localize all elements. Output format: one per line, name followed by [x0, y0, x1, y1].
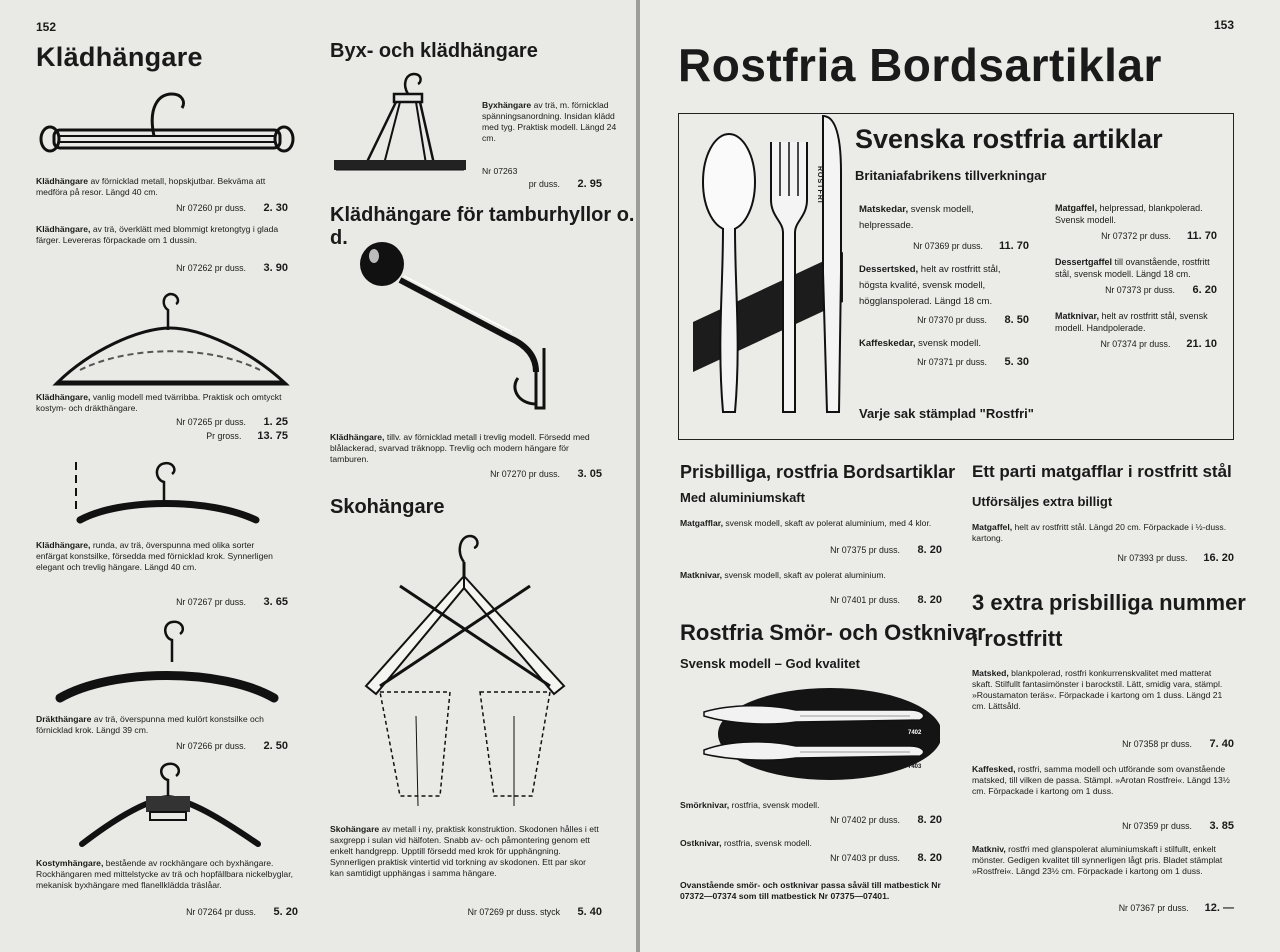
item-price: 6. 20: [1192, 284, 1217, 296]
item-description: av metall i ny, praktisk konstruktion. Skodonen hålles i ett saxgrepp i sulan vid hälfoten. Snabb av- och påmontering genom ett enkelt handgrepp. Upptill försedd med krok för upphängning. Synnerligen praktisk vintertid vid torkning av skodonen. Ett par skor kan samtidigt upphängas i samma hängare.: [330, 824, 599, 878]
figure-label: 7402: [908, 730, 922, 736]
item-price-line: pr duss. 2. 95: [528, 178, 602, 190]
item-price: 21. 10: [1186, 338, 1217, 350]
section-subtitle: Svensk modell – God kvalitet: [680, 656, 860, 671]
item-description: helpressad, blankpolerad. Svensk modell.: [1055, 203, 1203, 225]
item-description: helt av rostfritt stål. Längd 20 cm. Förpackade i ½-duss. kartong.: [972, 522, 1227, 543]
featured-box: [678, 113, 1234, 440]
item-name: Kaffeskedar,: [859, 338, 916, 349]
item-name: Smörknivar,: [680, 800, 730, 810]
item-price: 2. 30: [263, 202, 288, 214]
item-description: helt av rostfritt stål, högsta kvalité, svensk modell, högglanspolerad. Längd 18 cm.: [859, 264, 1001, 307]
section-title-line2: i rostfritt: [972, 626, 1063, 651]
round-hanger-illustration: [60, 452, 270, 532]
page-number: 153: [1214, 18, 1235, 32]
item-description: vanlig modell med tvärribba. Praktisk och omtyckt kostym- och dräkthängare.: [36, 392, 282, 413]
item-description: av förnicklad metall, hopskjutbar. Bekväma att medföra på resor. Längd 40 cm.: [36, 176, 266, 197]
item-description: svensk modell, skaft av polerat aluminium, med 4 klor.: [722, 518, 932, 528]
item-price: 5. 20: [273, 906, 298, 918]
item-name: Matknivar,: [1055, 311, 1100, 321]
item-description: av trä, m. förnicklad spänningsanordning. Insidan klädd med tyg. Praktisk modell. Längd 24 cm.: [482, 100, 617, 143]
box-heading: Svenska rostfria artiklar: [855, 124, 1163, 154]
item-description: svensk modell, helpressade.: [859, 204, 974, 231]
item-price: 11. 70: [999, 240, 1029, 252]
item-name: Klädhängare: [36, 176, 89, 186]
item-price-line: Nr 07374 pr duss. 21. 10: [1100, 338, 1217, 350]
item-name: Kostymhängare,: [36, 858, 104, 868]
item-price-line: Nr 07359 pr duss. 3. 85: [1122, 820, 1234, 832]
section-title: Skohängare: [330, 496, 445, 518]
item-name: Byxhängare: [482, 100, 532, 110]
item-name: Klädhängare,: [36, 392, 91, 402]
section-title: Ett parti matgafflar i rostfritt stål: [972, 462, 1232, 481]
item-price: 5. 30: [1004, 356, 1029, 368]
item-number: Nr 07263: [482, 166, 518, 176]
page-title: Rostfria Bordsartiklar: [678, 39, 1162, 91]
item-name: Klädhängare,: [36, 224, 91, 234]
item-name: Matgaffel,: [972, 522, 1013, 532]
item-price-line: Nr 07375 pr duss. 8. 20: [830, 544, 942, 556]
item-description: rostfria, svensk modell.: [729, 800, 820, 810]
item-price: 3. 85: [1209, 820, 1234, 832]
page-number: 152: [36, 20, 57, 34]
item-price-line: Nr 07267 pr duss. 3. 65: [176, 596, 288, 608]
item-price: 8. 20: [917, 814, 942, 826]
item-name: Ostknivar,: [680, 838, 722, 848]
item-name: Matsked,: [972, 668, 1009, 678]
section-title: Klädhängare: [36, 42, 203, 72]
item-price-line: Nr 07393 pr duss. 16. 20: [1117, 552, 1234, 564]
item-price-line: Nr 07358 pr duss. 7. 40: [1122, 738, 1234, 750]
section-title: 3 extra prisbilliga nummer: [972, 590, 1246, 615]
item-description: av trä, överklätt med blommigt kretongtyg i glada färger. Levereras förpackade om 1 dussin.: [36, 224, 279, 245]
item-description: till ovanstående, rostfritt stål, svensk modell. Längd 18 cm.: [1055, 257, 1210, 279]
item-description: helt av rostfritt stål, svensk modell. Handpolerade.: [1055, 311, 1208, 333]
dress-hanger-illustration: [52, 618, 282, 708]
item-price: 5. 40: [577, 906, 602, 918]
item-price: 11. 70: [1187, 230, 1217, 242]
item-price-line: Nr 07265 pr duss. 1. 25: [176, 416, 288, 428]
wall-hook-illustration: [360, 238, 560, 428]
item-price: 1. 25: [263, 416, 288, 428]
item-price-line: Nr 07269 pr duss. styck 5. 40: [467, 906, 602, 918]
cutlery-set-illustration: [693, 112, 843, 432]
item-price: 8. 20: [917, 852, 942, 864]
shoe-hanger-illustration: [360, 526, 570, 816]
item-price-line: Nr 07371 pr duss. 5. 30: [917, 356, 1029, 368]
item-price-line: Nr 07369 pr duss. 11. 70: [913, 240, 1029, 252]
knife-stamp-label: ROSTFRI: [816, 166, 823, 204]
item-description: blankpolerad, rostfri konkurrenskvalitet med matterat skaft. Stilfullt fantasimönster i barockstil. Lätt, smidig vara, stämpl. »Roustamaton teräs«. Förpackade i kartong om 1 duss. Längd 21 cm. Lättsåld.: [972, 668, 1223, 711]
item-price: 7. 40: [1209, 738, 1234, 750]
item-price-line: Nr 07401 pr duss. 8. 20: [830, 594, 942, 606]
item-description: rostfri, samma modell och utförande som ovanstående matsked, till vilken de passa. Stämpl. »Arotan Rostfrei«. Längd 13½ cm. Förpackade i kartong om 1 duss.: [972, 764, 1230, 796]
item-name: Klädhängare,: [36, 540, 91, 550]
item-name: Matgaffel,: [1055, 203, 1098, 213]
section-subtitle: Utförsäljes extra billigt: [972, 494, 1113, 509]
item-name: Klädhängare,: [330, 432, 385, 442]
item-price-line: Nr 07403 pr duss. 8. 20: [830, 852, 942, 864]
item-price: 16. 20: [1203, 552, 1234, 564]
item-price-line: Nr 07402 pr duss. 8. 20: [830, 814, 942, 826]
item-price-line: Nr 07266 pr duss. 2. 50: [176, 740, 288, 752]
section-title: Prisbilliga, rostfria Bordsartiklar: [680, 462, 956, 482]
box-right-column: [1055, 202, 1217, 350]
section-title: Rostfria Smör- och Ostknivar: [680, 620, 986, 645]
box-left-column: [859, 202, 1029, 368]
item-name: Matskedar,: [859, 204, 909, 215]
item-price: 8. 50: [1004, 314, 1029, 326]
left-page: [0, 0, 636, 952]
item-description: av trä, överspunna med kulört konstsilke och förnicklad krok. Längd 39 cm.: [36, 714, 264, 735]
section-title: Klädhängare för tamburhyllor o. d.: [330, 204, 635, 249]
item-price: 2. 50: [263, 740, 288, 752]
item-price: 3. 90: [263, 262, 288, 274]
item-price: 3. 65: [263, 596, 288, 608]
item-name: Dessertgaffel: [1055, 257, 1113, 267]
butter-cheese-knives-illustration: [700, 686, 940, 786]
item-description: bestående av rockhängare och byxhängare. Rockhängaren med mittelstycke av trä och hopfällbara nickelbyglar, mekanisk byxhängare med flanellklädda träslåar.: [36, 858, 293, 890]
item-price: 13. 75: [257, 430, 288, 442]
item-name: Dessertsked,: [859, 264, 919, 275]
item-price: 8. 20: [917, 544, 942, 556]
item-price: 12. —: [1204, 902, 1234, 914]
item-name: Matgafflar,: [680, 518, 723, 528]
travel-hanger-illustration: [36, 88, 298, 168]
item-name: Dräkthängare: [36, 714, 92, 724]
item-price-line: Nr 07370 pr duss. 8. 50: [917, 314, 1029, 326]
item-price: 8. 20: [917, 594, 942, 606]
item-description: svensk modell.: [915, 338, 981, 349]
item-description: tillv. av förnicklad metall i trevlig modell. Försedd med blålackerad, svarvad träknopp. Trevlig och modern hängare för tamburen.: [330, 432, 590, 464]
item-description: rostfria, svensk modell.: [721, 838, 812, 848]
item-description: runda, av trä, överspunna med olika sorter enfärgat konstsilke, försedda med förnicklad krok. Synnerligen elegant och trevlig hängare. Längd 40 cm.: [36, 540, 273, 572]
item-price-line: Pr gross. 13. 75: [206, 430, 288, 442]
footnote: Ovanstående smör- och ostknivar passa såväl till matbestick Nr 07372—07374 som till matbestick Nr 07375—07401.: [680, 880, 941, 901]
item-price: 3. 05: [577, 468, 602, 480]
item-price-line: Nr 07264 pr duss. 5. 20: [186, 906, 298, 918]
item-price-line: Nr 07260 pr duss. 2. 30: [176, 202, 288, 214]
suit-hanger-illustration: [76, 762, 266, 854]
item-name: Kaffesked,: [972, 764, 1016, 774]
item-name: Matknivar,: [680, 570, 723, 580]
section-title: Byx- och klädhängare: [330, 40, 538, 62]
item-name: Skohängare: [330, 824, 380, 834]
box-subheading: Britaniafabrikens tillverkningar: [855, 168, 1047, 183]
trouser-hanger-illustration: [330, 70, 470, 180]
item-name: Matkniv,: [972, 844, 1006, 854]
item-price-line: Nr 07270 pr duss. 3. 05: [490, 468, 602, 480]
stamp-note: Varje sak stämplad "Rostfri": [859, 406, 1034, 421]
section-subtitle: Med aluminiumskaft: [680, 490, 805, 505]
item-price-line: Nr 07367 pr duss. 12. —: [1118, 902, 1234, 914]
item-price-line: Nr 07262 pr duss. 3. 90: [176, 262, 288, 274]
figure-label: 7403: [908, 764, 922, 770]
wooden-hanger-illustration: [50, 290, 290, 390]
item-price: 2. 95: [577, 178, 602, 190]
item-price-line: Nr 07372 pr duss. 11. 70: [1101, 230, 1217, 242]
item-description: rostfri med glanspolerat aluminiumskaft i stilfullt, enkelt mönster. Gedigen kvalitet till synnerligen lågt pris. Bladet stämplat »Rostfrei«. Längd 23½ cm. Förpackade i kartong om 1 duss.: [972, 844, 1223, 876]
item-price-line: Nr 07373 pr duss. 6. 20: [1105, 284, 1217, 296]
item-description: svensk modell, skaft av polerat aluminium.: [722, 570, 886, 580]
